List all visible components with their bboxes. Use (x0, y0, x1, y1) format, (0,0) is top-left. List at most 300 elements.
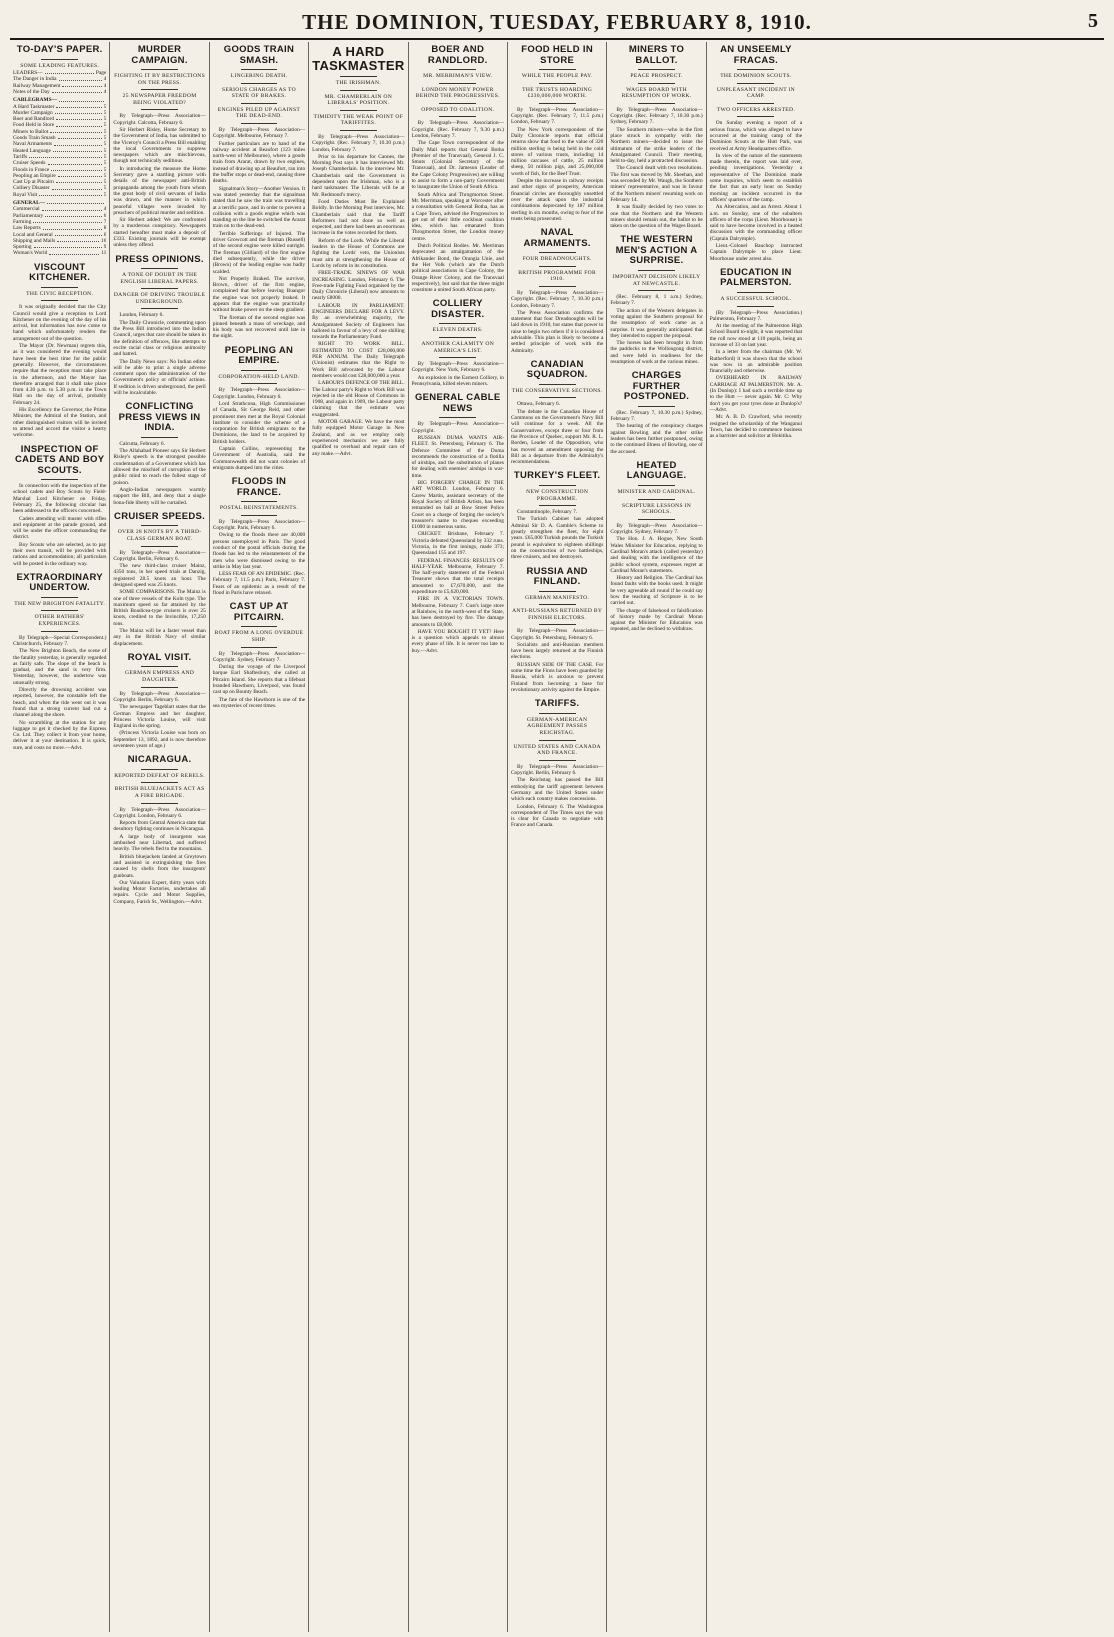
leader-dots (48, 160, 102, 164)
article-paragraph: (Rec. February 7, 10.30 p.m.) Sydney, February 7. (610, 409, 703, 423)
article-headline: RUSSIA AND FINLAND. (526, 565, 588, 587)
leader-dots (56, 179, 102, 183)
article-headline: CRUISER SPEEDS. (114, 510, 206, 522)
article-paragraph: Sir Herbert Risley, Home Secretary to the Government of India, has submitted to the Viceroy's Council a Press Bill enabling the local Governments to suppress newspapers which are mischievous, though not technically seditious. (113, 126, 206, 165)
contents-page: 5 (103, 153, 107, 160)
article-body (610, 410, 702, 455)
article-paragraph: London, February 6. The Washington correspondent of The Times says the way is clear for Canada to negotiate with France and Canada. (510, 803, 604, 829)
article-headline: TO-DAY'S PAPER. (16, 44, 103, 55)
article-headline: PRESS OPINIONS. (115, 253, 204, 265)
article-paragraph: Lieut.-Colonel Bauchop instructed Captain Dalrymple to place Lieut. Moorhouse under arrest also. (709, 243, 803, 262)
article-subheading: GERMAN-AMERICAN AGREEMENT PASSES REICHSTAG. (526, 716, 588, 736)
contents-entry[interactable] (13, 250, 106, 256)
article-paragraph: (By Telegraph—Press Association.) Palmerston, February 7. (709, 309, 803, 322)
article-headline: A HARD TASKMASTER (312, 44, 405, 73)
divider-rule (539, 83, 576, 84)
article-subheading: MINISTER AND CARDINAL. (617, 488, 696, 495)
divider-rule (141, 109, 178, 110)
article-subheading: WHILE THE PEOPLE PAY. (521, 73, 593, 79)
article-body (113, 550, 205, 647)
divider-rule (141, 546, 178, 547)
article-headline: GENERAL CABLE NEWS (414, 392, 501, 414)
article-body (213, 127, 305, 340)
leader-dots (55, 232, 102, 236)
leader-dots (56, 116, 102, 120)
article-paragraph: (Princess Victoria Louise was born on September 13, 1892, and is now therefore seventeen years of age.) (113, 730, 206, 750)
leader-dots (59, 76, 102, 80)
divider-rule (638, 519, 675, 520)
contents-page: 5 (103, 147, 107, 154)
article-subheading: SCRIPTURE LESSONS IN SCHOOLS. (621, 502, 692, 516)
article-headline: BOER AND RANDLORD. (427, 44, 488, 66)
article-body (710, 120, 802, 262)
divider-rule (41, 610, 78, 611)
article (13, 445, 106, 567)
leader-dots (45, 213, 101, 217)
article-body (113, 807, 205, 905)
divider-rule (439, 69, 476, 70)
divider-rule (539, 384, 576, 385)
article-subheading: A TONE OF DOUBT IN THE ENGLISH LIBERAL PAPERS. (120, 272, 199, 285)
article-paragraph: The newspaper Tageblatt states that the German Empress and her daughter, Princess Victoria Louise, will visit England in the spring. (113, 704, 206, 730)
leader-dots (59, 97, 104, 101)
article-paragraph: It was finally decided by two votes to one that the Northern and the Western miners should remain out, the ballot to be taken on the question of the Wages Board. (610, 204, 703, 230)
article-body (113, 312, 205, 396)
article-headline: NAVAL ARMAMENTS. (523, 227, 591, 249)
divider-rule (340, 130, 377, 131)
article-paragraph: LESS FEAR OF AN EPIDEMIC. (Rec. February 7, 11.5 p.m.) Paris, February 7. Fears of an epidemic as a result of the flood in Paris have relaxed. (212, 571, 306, 597)
article-subheading: THE IRISHMAN. (335, 80, 381, 86)
article-subheading: MR. MERRIMAN'S VIEW. (423, 73, 493, 79)
divider-rule (439, 83, 476, 84)
divider-rule (539, 252, 576, 253)
article-paragraph: History and Religion. The Cardinal has found faults with the books used. It might be very agreeable all round if he could say how the teaching of Scripture is to be carried out. (610, 575, 703, 607)
article (213, 346, 305, 471)
contents-page: 4 (103, 82, 107, 89)
article-headline: THE WESTERN MEN'S ACTION A SURPRISE. (615, 234, 698, 267)
contents-label: Cast Up at Pitcairn (13, 179, 54, 186)
divider-rule (539, 286, 576, 287)
article (13, 573, 106, 751)
article-subheading: THE CONSERVATIVE SECTIONS. (511, 387, 603, 394)
article-subheading: FIGHTING IT BY RESTRICTIONS ON THE PRESS. (114, 73, 206, 86)
article-subheading: WAGES BOARD WITH RESUMPTION OF WORK. (621, 86, 692, 100)
article-paragraph: Food Duties Must Be Explained Boldly. In the Morning Post interview, Mr. Chamberlain said that the Tariff Reformers had not done so well as expected, and there had been an enormous increase in the votes recorded for them. (312, 198, 405, 237)
article-paragraph: A large body of insurgents was ambushed near Libertad, and suffered heavily. The rebels fled to the mountains. (113, 833, 206, 853)
column-2 (109, 42, 208, 1632)
article-headline: EDUCATION IN PALMERSTON. (720, 266, 792, 289)
article-paragraph: By Telegraph—Press Association—Copyright. (Rec. February 7, 10.30 p.m.) London, February 7. (312, 133, 405, 153)
divider-rule (439, 103, 476, 104)
article (412, 299, 504, 387)
article-headline: HEATED LANGUAGE. (626, 459, 687, 482)
divider-rule (141, 525, 178, 526)
article-paragraph: By Telegraph—Press Association—Copyright. (Rec. February 7, 9.30 p.m.) London, February 7. (411, 120, 504, 139)
leader-dots (58, 135, 102, 139)
masthead (10, 6, 1104, 40)
article-body (610, 294, 702, 365)
article-headline: INSPECTION OF CADETS AND BOY SCOUTS. (15, 443, 105, 476)
article-paragraph: By Telegraph—Press Association—Copyright. Calcutta, February 6. (113, 113, 206, 126)
article-paragraph: London, February 6. (119, 312, 164, 319)
divider-rule (638, 485, 675, 486)
article-paragraph: The New York correspondent of the Daily Chronicle reports that official returns show that food to the value of 320 million sterling is being held in the cold stores of various trusts, including 14 million carcases of cattle, 25 million sheep, 50 million pigs, and 25,000,000 worth of fish, for the Beef Trust. (510, 126, 604, 177)
contents-page: 5 (103, 160, 107, 167)
columns-container (10, 42, 1104, 1632)
divider-rule (141, 89, 178, 90)
article-paragraph: FEDERAL FINANCES: RESULTS OF HALF-YEAR. Melbourne, February 7. The half-yearly statement of the Federal Treasurer shows that the total receipts amounted to £7,670,000, and the expenditure to £5,620,000. (411, 557, 504, 596)
article-subheading: TWO OFFICERS ARRESTED. (716, 106, 796, 113)
divider-rule (737, 69, 774, 70)
column-5 (408, 42, 507, 1632)
leader-dots (29, 154, 101, 158)
divider-rule (141, 308, 178, 309)
article-paragraph: During the voyage of the Liverpool barque Earl Shaftesbury, she called at Pitcairn Island. She reports that a lifeboat branded Hawthorn, Liverpool, was found cast up on Bounty Beach. (212, 664, 306, 696)
article-subheading: THE NEW BRIGHTON FATALITY. (14, 600, 106, 607)
contents-label: Peopling an Empire (13, 172, 56, 179)
article-subheading: THE DOMINION SCOUTS. (720, 73, 792, 79)
divider-rule (241, 370, 278, 371)
divider-rule (340, 110, 377, 111)
article-headline: VISCOUNT KITCHENER. (29, 261, 91, 284)
leader-dots (52, 89, 102, 93)
contents-page: 5 (103, 179, 107, 186)
article-subheading: THE TRUSTS HOARDING £230,000,000 WORTH. (522, 86, 593, 100)
article (213, 45, 305, 340)
article-paragraph: Calcutta, February 6. (119, 440, 165, 447)
article-headline: CHARGES FURTHER POSTPONED. (623, 370, 690, 403)
article-subheading: POSTAL REINSTATEMENTS. (219, 505, 299, 512)
article-paragraph: Ottawa, February 6. (516, 401, 561, 408)
article-subheading: OPPOSED TO COALITION. (421, 106, 495, 113)
divider-rule (638, 69, 675, 70)
article-headline: FLOODS IN FRANCE. (231, 476, 287, 498)
article-paragraph: At the meeting of the Palmerston High School Board to-night, it was reported that the roll now stood at 110 pupils, being an increase of 33 on last year. (709, 323, 803, 348)
article-subheading: SOME LEADING FEATURES. (20, 62, 100, 69)
article-subheading: A SUCCESSFUL SCHOOL. (720, 295, 792, 302)
article-subheading: ELEVEN DEATHS. (432, 327, 483, 334)
article-paragraph: By Telegraph—Special Correspondent.) Christchurch, February 7. (13, 634, 107, 647)
divider-rule (241, 83, 278, 84)
contents-page: 4 (103, 206, 107, 213)
article (511, 45, 603, 222)
article (610, 235, 702, 365)
contents-label: Local and General (13, 231, 53, 238)
article (113, 402, 205, 505)
contents-page: 5 (103, 109, 107, 116)
article-body (412, 361, 504, 387)
article-paragraph: By Telegraph—Press Association—Copyright. Sydney, February 7. (212, 650, 306, 663)
article-subheading: GERMAN MANIFESTO. (525, 594, 590, 601)
article-paragraph: LABOUR'S DEFENCE OF THE BILL. The Labour party's Right to Work Bill was rejected in the old House of Commons in 1908, and again in 1909, the Labour party claiming that the estimate was exaggerated. (312, 380, 405, 418)
divider-rule (737, 103, 774, 104)
article-body (610, 107, 702, 230)
article-paragraph: By Telegraph—Press Association—Copyright. London, February 6. (212, 387, 306, 400)
article-paragraph: British bluejackets landed at Greytown and assisted in extinguishing the fires caused by shells from the insurgents' gunboats. (113, 853, 206, 879)
article-subheading: UNPLEASANT INCIDENT IN CAMP. (716, 86, 796, 100)
contents-label: GENERAL— (13, 200, 46, 207)
article-paragraph: The Reichstag has passed the Bill embodying the tariff agreement between Germany and the United States under which each country makes concessions. (510, 777, 604, 803)
article-paragraph: An explosion in the Earnest Colliery, in Pennsylvania, killed eleven miners. (411, 374, 504, 388)
contents-label: Royal Visit (13, 191, 38, 198)
divider-rule (241, 515, 278, 516)
contents-page: 6 (103, 212, 107, 219)
contents-page: 5 (103, 166, 107, 173)
article-subheading: BRITISH BLUEJACKETS ACT AS A FIRE BRIGADE. (114, 786, 205, 799)
leader-dots (56, 122, 102, 126)
article-paragraph: South Africa and Throgmorton Street. Mr. Merriman, speaking at Worcester after a consultation with General Botha, has as a Cape Town, advised the Progressives to get out of their little cockboat coalition idea, which has emanated from Throgmorton Street, the London money centre. (411, 191, 504, 242)
article-body (13, 635, 106, 751)
divider-rule (539, 266, 576, 267)
leader-dots (52, 185, 102, 189)
article-paragraph: No scrambling at the station for any luggage to get it checked by the Express Co. Ltd. They collect it from your home, deliver it at your destination. It is quick, sure, and costs no more.—Advt. (13, 719, 107, 751)
article-paragraph: The Daily News says: No Indian editor will be able to print a single adverse comment upon the administration of the Government's policy or officials' actions. If sedition is driven underground, the peril will be incalculable. (113, 358, 206, 397)
contents-page: 4 (103, 76, 107, 83)
divider-rule (141, 687, 178, 688)
divider-rule (638, 290, 675, 291)
divider-rule (539, 103, 576, 104)
contents-page: 5 (103, 172, 107, 179)
contents-page: 10 (101, 237, 107, 244)
contents-page: Page (95, 70, 107, 77)
article-headline: PEOPLING AN EMPIRE. (224, 344, 294, 367)
contents-label: Woman's World (13, 250, 48, 257)
divider-rule (340, 76, 377, 77)
article-paragraph: In introducing the measure the Home Secretary gave a startling picture with details of the newspaper anti-British propaganda among the youth from whom the great body of civil servants of India was drawn, and the manner in which peaceful villages were invaded by preachers of political murder and sedition. (113, 165, 206, 216)
article-paragraph: In view of the nature of the statements made therein, the report was laid over, pending investigations. Yesterday a representative of The Dominion made some inquiries, which seem to establish the fact that an early hour on Sunday morning an incident occurred in the officers' quarters of the camp. (709, 152, 803, 203)
article (610, 45, 702, 229)
divider-rule (638, 270, 675, 271)
article-paragraph: Dutch Political Bodies. Mr. Merriman deprecated an amalgamation of the Afrikander Bond, the Orangia Unie, and the Het Volk (which are the Dutch political associations in Cape Colony, the Orange River Colony, and the Transvaal respectively), but said that the three might constitute a united South African party. (411, 243, 504, 294)
article-headline: FOOD HELD IN STORE (521, 44, 593, 66)
article-paragraph: Boy Scouts who are selected, as to pay their own transit, will be provided with rations and accommodation; all particulars will be posted in the ordinary way. (13, 541, 107, 567)
article-headline: ROYAL VISIT. (127, 651, 192, 663)
article-body (511, 401, 603, 465)
article-subheading: ENGINES PILED UP AGAINST THE DEAD-END. (217, 106, 301, 120)
article-body (610, 523, 702, 633)
contents-page: 5 (103, 141, 107, 148)
leader-dots (45, 70, 94, 74)
leader-dots (42, 206, 102, 210)
article-paragraph: HAVE YOU BOUGHT IT YET? Here is a question which appeals to almost every phase of life. It is never too late to buy.—Advt. (411, 628, 504, 654)
article (412, 45, 504, 293)
divider-rule (241, 501, 278, 502)
article (511, 699, 603, 828)
article-paragraph: Cadets attending will muster with rifles and equipment at the parade ground, and will be under the officer commanding the district. (13, 515, 107, 541)
contents-page: 5 (103, 185, 107, 192)
article-body (511, 764, 603, 829)
article-paragraph: The Southern miners—who in the first place struck in sympathy with the Northern miners—decided to issue the ultimatum of the strike leaders of the Amalgamated Council. Their meeting, held to-day, held a protracted discussion. (610, 126, 703, 165)
contents-label: Law Reports (13, 225, 41, 232)
article-paragraph: The Council dealt with two resolutions. The first was moved by Mr. Sheehan, and was seconded by Mr. Waugh, the Southern miners' representative, and was in favour of the Northern miners' resuming work on February 14. (610, 165, 703, 203)
divider-rule (539, 713, 576, 714)
contents-page: 5 (103, 128, 107, 135)
leader-dots (49, 250, 99, 254)
article-subheading: DANGER OF DRIVING TROUBLE UNDERGROUND. (113, 292, 206, 305)
leader-dots (62, 83, 101, 87)
leader-dots (39, 192, 101, 196)
column-3 (209, 42, 308, 1632)
article (13, 263, 106, 439)
article-paragraph: FIRE IN A VICTORIAN TOWN. Melbourne, February 7. Cust's large store at Rainbow, in the north-west of the State, has been destroyed by fire. The damage amounts to £8,000. (411, 596, 504, 628)
article-headline: TURKEY'S FLEET. (513, 470, 601, 482)
divider-rule (241, 69, 278, 70)
article-subheading: OVER 28 KNOTS BY A THIRD-CLASS GERMAN BOAT. (117, 529, 202, 542)
article-paragraph: Constantinople, February 7. (516, 509, 578, 516)
divider-rule (241, 383, 278, 384)
contents-label: A Hard Taskmaster (13, 103, 55, 110)
divider-rule (439, 116, 476, 117)
article-body (213, 387, 305, 471)
contents-label: Heated Language (13, 147, 51, 154)
article-body (710, 310, 802, 440)
article-paragraph: By Telegraph—Press Association—Copyright. (Rec. February 7, 10.30 p.m.) Sydney, February 7. (610, 106, 703, 126)
article (610, 461, 702, 633)
leader-dots (55, 110, 102, 114)
article (113, 653, 205, 749)
article-paragraph: Prior to his departure for Cannes, the Morning Post says it has interviewed Mr. Joseph Chamberlain. In the interview Mr. Chamberlain said the Government is dependent upon the Irishman, who is a hard taskmaster. The Liberals will be at Mr. Redmond's mercy. (312, 153, 405, 198)
article-paragraph: Anglo-Indian newspapers warmly support the Bill, and deny that a single bona-fide liberty will be curtailed. (113, 486, 206, 506)
article-paragraph: RUSSIAN SIDE OF THE CASE. For some time the Finns have been guarded by Russia, which is anxious to prevent Finland from becoming a base for revolutionary activity against the Empire. (510, 661, 604, 693)
article-headline: CANADIAN SQUADRON. (526, 358, 588, 381)
article-subheading: ANTI-RUSSIANS RETURNED BY FINNISH ELECTORS. (512, 608, 603, 621)
article-body (13, 483, 106, 567)
divider-rule (141, 268, 178, 269)
article-body (213, 651, 305, 710)
article-paragraph: The fireman of the second engine was pinned beneath a mass of wreckage, and his body was not recovered until late in the night. (212, 314, 306, 340)
article-body (412, 421, 504, 654)
article-body (312, 134, 404, 457)
article-paragraph: The Press Association confirms the statement that four Dreadnoughts will be laid down in 1910, but states that power to raise to begin two others if it is considered advisable. This plan is likely to become a settled principle of work with the Admiralty. (510, 309, 604, 354)
article-paragraph: Directly the drowning accident was reported, however, the constable left the beach, and when the tide went out it was found that a strong current had cut a channel along the shore. (13, 687, 107, 719)
article-paragraph: By Telegraph—Press Association—Copyright. (Rec. February 7, 11.5 p.m.) London, February 7. (510, 106, 604, 126)
article-headline: GOODS TRAIN SMASH. (223, 44, 295, 66)
article-paragraph: The hearing of the conspiracy charges against Bowling and the other strike leaders has been further postponed, owing to the continued illness of Bowling, one of the accused. (610, 423, 703, 455)
contents-label: Farming (13, 218, 32, 225)
contents-page: 5 (103, 103, 107, 110)
contents-page: 6 (103, 231, 107, 238)
article (511, 471, 603, 560)
article (113, 755, 205, 905)
article-body (511, 107, 603, 222)
article-paragraph: Sir Herbert added: We are confronted by a murderous conspiracy. Newspapers started hereafter must make a deposit of £333. Existing journals will be exempt unless they offend. (113, 217, 206, 249)
article-paragraph: The Allahabad Pioneer says Sir Herbert Risley's speech is the strongest possible condemnation of a Government which has allowed the mischief of corruption of the public mind to reach the fullest stage of poison. (113, 448, 206, 486)
article (312, 45, 404, 457)
article-subheading: MR. CHAMBERLAIN ON LIBERALS' POSITION. (324, 93, 393, 107)
contents-label: LEADERS— (13, 70, 43, 77)
article-paragraph: BIG FORGERY CHARGE IN THE ART WORLD. London, February 6. Carew Martin, assistant secretary of the Royal Society of British Artists, has been remanded on bail at Bow Street Police Court on a charge of forging the society's treasurer's name to cheques exceeding £1000 in numerous sums. (411, 480, 504, 531)
article-subheading: NEW CONSTRUCTION PROGRAMME. (526, 488, 589, 502)
article-paragraph: Reform of the Lords. While the Liberal leaders in the House of Commons are fighting the Lords' veto, the Unionists must aim at strengthening the House of Lords by reform in its constitution. (312, 237, 405, 269)
article-paragraph: Mr. A. B. D. Crawford, who recently resigned the scholarship of the Wanganui Town, has decided to commence business as a barrister and solicitor at Hokitika. (709, 414, 803, 440)
contents-page: 9 (103, 244, 107, 251)
contents-label: Goods Train Smash (13, 135, 56, 142)
column-1 (10, 42, 109, 1632)
article-paragraph: It was originally decided that the City Council would give a reception to Lord Kitchener on the evening of the day of his arrival, but information has now come to hand which unfortunately renders the arrangement out of the question. (13, 304, 107, 342)
article-paragraph: Captain Collins, representing the Government of Australia, said the Commonwealth did not want colonies of emigrants dumped into the cities. (212, 446, 306, 471)
article-paragraph: By Telegraph—Press Association—Copyright. New York, February 6. (411, 361, 504, 374)
article-headline: CONFLICTING PRESS VIEWS IN INDIA. (118, 401, 201, 434)
article-subheading: LINGERING DEATH. (230, 73, 288, 79)
contents-label: The Danger in India (13, 76, 57, 83)
leader-dots (33, 219, 101, 223)
article-paragraph: By Telegraph—Press Association—Copyright. Berlin, February 6. (113, 690, 206, 703)
divider-rule (241, 626, 278, 627)
contents-label: Tariffs (13, 153, 28, 160)
divider-rule (539, 760, 576, 761)
article-subheading: SERIOUS CHARGES AS TO STATE OF BRAKES. (221, 86, 296, 100)
article-paragraph: OVERHEARD IN RAILWAY CARRIAGE AT PALMERSTON. Mr. A. (In Dunlop): I had such a terrible time up to the Hutt — never again. Mr. C: Why don't you get your tyres done at Dunlop's?—Advt. (709, 375, 803, 413)
divider-rule (539, 624, 576, 625)
article-paragraph: On Sunday evening a report of a serious fracas, which was alleged to have occurred at the training camp of the Dominion Scouts at the Hutt Park, was received at Army Headquarters office. (709, 120, 803, 152)
article-paragraph: Reports from Central America state that desultory fighting continues in Nicaragua. (113, 820, 206, 833)
divider-rule (141, 666, 178, 667)
article-subheading: TIMIDITY THE WEAK POINT OF TARIFFITES. (313, 113, 404, 127)
article-body (113, 113, 205, 248)
contents-page: 11 (101, 250, 107, 257)
divider-rule (737, 292, 774, 293)
article-subheading: GERMAN EMPRESS AND DAUGHTER. (125, 670, 195, 684)
divider-rule (737, 306, 774, 307)
article (710, 45, 802, 262)
article-paragraph: The new third-class cruiser Mainz, 4350 tons, in her speed trials at Danzig, registered 28.5 knots an hour. The designed speed was 25 knots. (113, 563, 206, 588)
divider-rule (41, 479, 78, 480)
article-headline: MURDER CAMPAIGN. (131, 44, 188, 66)
leader-dots (51, 167, 101, 171)
divider-rule (539, 485, 576, 486)
contents-page: 4 (103, 88, 107, 95)
divider-rule (141, 437, 178, 438)
contents-label: Naval Armaments (13, 141, 53, 148)
article-subheading: BRITISH PROGRAMME FOR 1910. (518, 269, 597, 283)
contents-label: Colliery Disaster (13, 185, 50, 192)
article-headline: AN UNSEEMLY FRACAS. (720, 44, 792, 66)
leader-dots (47, 200, 104, 204)
leader-dots (57, 238, 99, 242)
article-paragraph: The Hon. J. A. Hogue, New South Wales Minister for Education, replying to Cardinal Moran's attack (called yesterday) and dealing with the intelligence of the public school system, expresses regret at Cardinal Moran's statements. (610, 536, 703, 574)
article-paragraph: By Telegraph—Press Association—Copyright. Berlin, February 6. (113, 549, 206, 562)
article-headline: CAST UP AT PITCAIRN. (229, 601, 289, 623)
article-body (113, 441, 205, 506)
divider-rule (638, 83, 675, 84)
article-subheading: LONDON MONEY POWER BEHIND THE PROGRESSIVES. (415, 86, 500, 100)
article (113, 255, 205, 397)
divider-rule (41, 287, 78, 288)
article-paragraph: The debate in the Canadian House of Commons on the Government's Navy Bill will continue for a week. All the Conservatives, except three or four from the Province of Quebec, support Mr. R. L. Borden, Leader of the Opposition, who has moved an amendment opposing the Bill as a departure from the Admiralty's recommendations. (510, 408, 604, 466)
article-body (511, 628, 603, 693)
contents-entry[interactable] (13, 89, 106, 95)
divider-rule (539, 69, 576, 70)
article-paragraph: By Telegraph—Press Association—Copyright. Berlin, February 6. (510, 763, 604, 777)
article-paragraph: Despite the increase in railway receipts and other signs of prosperity, American financial circles are thoroughly unsettled over the attack upon the industrial combinations deprecated by 187 million sterling in six months, owing to fear of the trusts being prosecuted. (510, 178, 604, 222)
contents-entry[interactable] (13, 192, 106, 198)
divider-rule (340, 90, 377, 91)
article-subheading: ANOTHER CALAMITY ON AMERICA'S LIST. (421, 340, 495, 354)
article-subheading: 25 NEWSPAPER FREEDOM BEING VIOLATED? (122, 93, 197, 106)
article-headline: COLLIERY DISASTER. (431, 298, 485, 320)
page-number: 5 (1088, 10, 1098, 32)
article (113, 45, 205, 249)
contents-label: CABLEGRAMS— (13, 97, 58, 104)
leader-dots (50, 129, 101, 133)
article-paragraph: An Altercation, and an Arrest. About 1 a.m. on Sunday, one of the subaltern officers of the corps (Lieut. Moorhouse) is said to have become involved in a heated discussion with the commanding officer (Captain Dalrymple). (709, 204, 803, 242)
divider-rule (141, 69, 178, 70)
column-7 (606, 42, 705, 1632)
article-paragraph: The fate of the Hawthorn is one of the sea mysteries of recent times. (212, 696, 306, 709)
article-paragraph: In connection with the inspection of the school cadets and Boy Scouts by Field-Marshal Lord Kitchener on Friday, February 25, the following circular has been addressed to the officers concerned. (13, 483, 107, 515)
contents-label: Boer and Randlord (13, 116, 55, 123)
contents-label: Railway Management (13, 82, 61, 89)
